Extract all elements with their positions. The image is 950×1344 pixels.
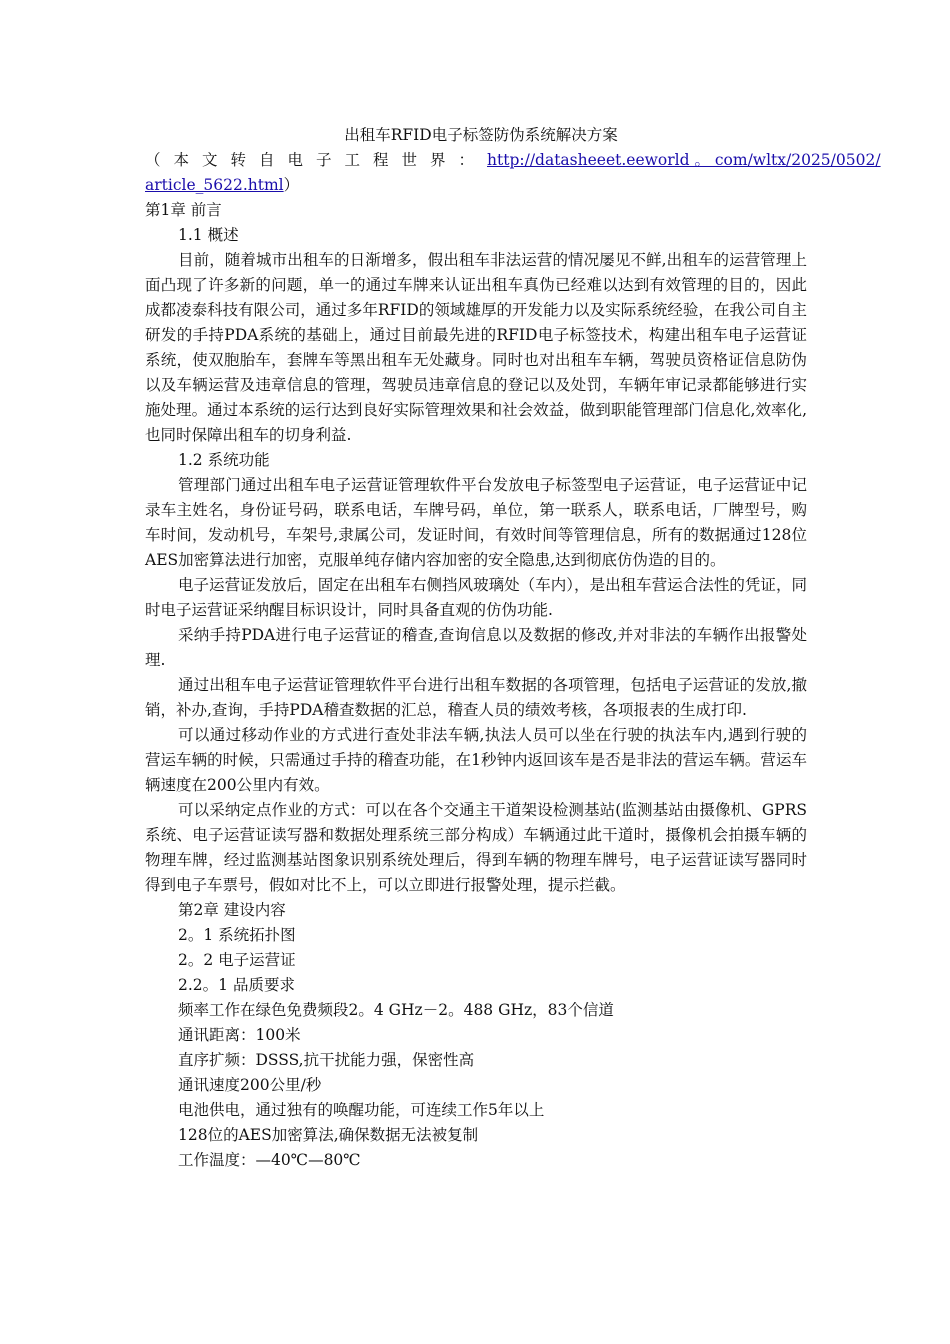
spec-item: 工作温度：—40℃—80℃ (178, 1151, 361, 1169)
paragraph-overview: 目前，随着城市出租车的日渐增多，假出租车非法运营的情况屡见不鲜,出租车的运营管理上面凸现了许多新的问题，单一的通过车牌来认证出租车真伪已经难以达到有效管理的目的，因此成都凌泰科技有限公司，通过多年RFID的领域雄厚的开发能力以及实际系统经验，在我公司自主研发的手持PDA系统的基础上，通过目前最先进的RFID电子标签技术，构建出租车电子运营证系统，使双胞胎车，套牌车等黑出租车无处藏身。同时也对出租车车辆，驾驶员资格证信息防伪以及车辆运营及违章信息的管理，驾驶员违章信息的登记以及处罚，车辆年审记录都能够进行实施处理。通过本系统的运行达到良好实际管理效果和社会效益，做到职能管理部门信息化,效率化,也同时保障出租车的切身利益. (145, 251, 807, 444)
paragraph-function-3: 采纳手持PDA进行电子运营证的稽查,查询信息以及数据的修改,并对非法的车辆作出报警处理. (145, 626, 807, 669)
section-2-2-1-heading: 2.2。1 品质要求 (178, 976, 295, 994)
chapter-2-heading: 第2章 建设内容 (178, 901, 286, 919)
paragraph-function-2: 电子运营证发放后，固定在出租车右侧挡风玻璃处（车内），是出租车营运合法性的凭证，同时电子运营证采纳醒目标识设计，同时具备直观的仿伪功能. (145, 576, 807, 619)
section-1-1-heading: 1.1 概述 (178, 226, 239, 244)
paragraph-function-4: 通过出租车电子运营证管理软件平台进行出租车数据的各项管理，包括电子运营证的发放,撤销，补办,查询，手持PDA稽查数据的汇总，稽查人员的绩效考核，各项报表的生成打印. (145, 676, 807, 719)
source-prefix: （本文转自电子工程世界： (145, 151, 488, 169)
spec-item: 128位的AES加密算法,确保数据无法被复制 (178, 1126, 479, 1144)
document-title: 出租车RFID电子标签防伪系统解决方案 (344, 126, 618, 144)
paragraph-function-1: 管理部门通过出租车电子运营证管理软件平台发放电子标签型电子运营证，电子运营证中记录车主姓名，身份证号码，联系电话，车牌号码，单位，第一联系人，联系电话，厂牌型号，购车时间，发动机号，车架号,隶属公司，发证时间，有效时间等管理信息，所有的数据通过128位AES加密算法进行加密，克服单纯存储内容加密的安全隐患,达到彻底仿伪造的目的。 (145, 476, 807, 569)
paragraph-function-5: 可以通过移动作业的方式进行查处非法车辆,执法人员可以坐在行驶的执法车内,遇到行驶的营运车辆的时候，只需通过手持的稽查功能，在1秒钟内返回该车是否是非法的营运车辆。营运车辆速度在200公里内有效。 (145, 726, 807, 794)
spec-item: 通讯距离：100米 (178, 1026, 301, 1044)
source-link-cont[interactable]: article_5622.html (145, 176, 284, 194)
spec-item: 通讯速度200公里/秒 (178, 1076, 322, 1094)
section-2-1-heading: 2。1 系统拓扑图 (178, 926, 296, 944)
spec-item: 电池供电，通过独有的唤醒功能，可连续工作5年以上 (178, 1101, 545, 1119)
source-line-2 (145, 173, 807, 198)
spec-item: 直序扩频：DSSS,抗干扰能力强，保密性高 (178, 1051, 475, 1069)
section-2-2-heading: 2。2 电子运营证 (178, 951, 296, 969)
chapter-1-heading: 第1章 前言 (145, 201, 222, 219)
source-line (145, 148, 881, 173)
paragraph-function-6: 可以采纳定点作业的方式：可以在各个交通主干道架设检测基站(监测基站由摄像机、GPRS系统、电子运营证读写器和数据处理系统三部分构成）车辆通过此干道时，摄像机会拍摄车辆的物理车牌，经过监测基站图象识别系统处理后，得到车辆的物理车牌号，电子运营证读写器同时得到电子车票号，假如对比不上，可以立即进行报警处理，提示拦截。 (145, 801, 807, 894)
source-link[interactable]: http://datasheeet.eeworld 。 com/wltx/2025/0502/ (487, 151, 881, 169)
document-body (145, 123, 881, 1173)
spec-list (145, 898, 807, 1173)
source-suffix: ） (283, 176, 300, 194)
spec-item: 频率工作在绿色免费频段2。4 GHz－2。488 GHz，83个信道 (178, 1001, 614, 1019)
section-1-2-heading: 1.2 系统功能 (178, 451, 270, 469)
